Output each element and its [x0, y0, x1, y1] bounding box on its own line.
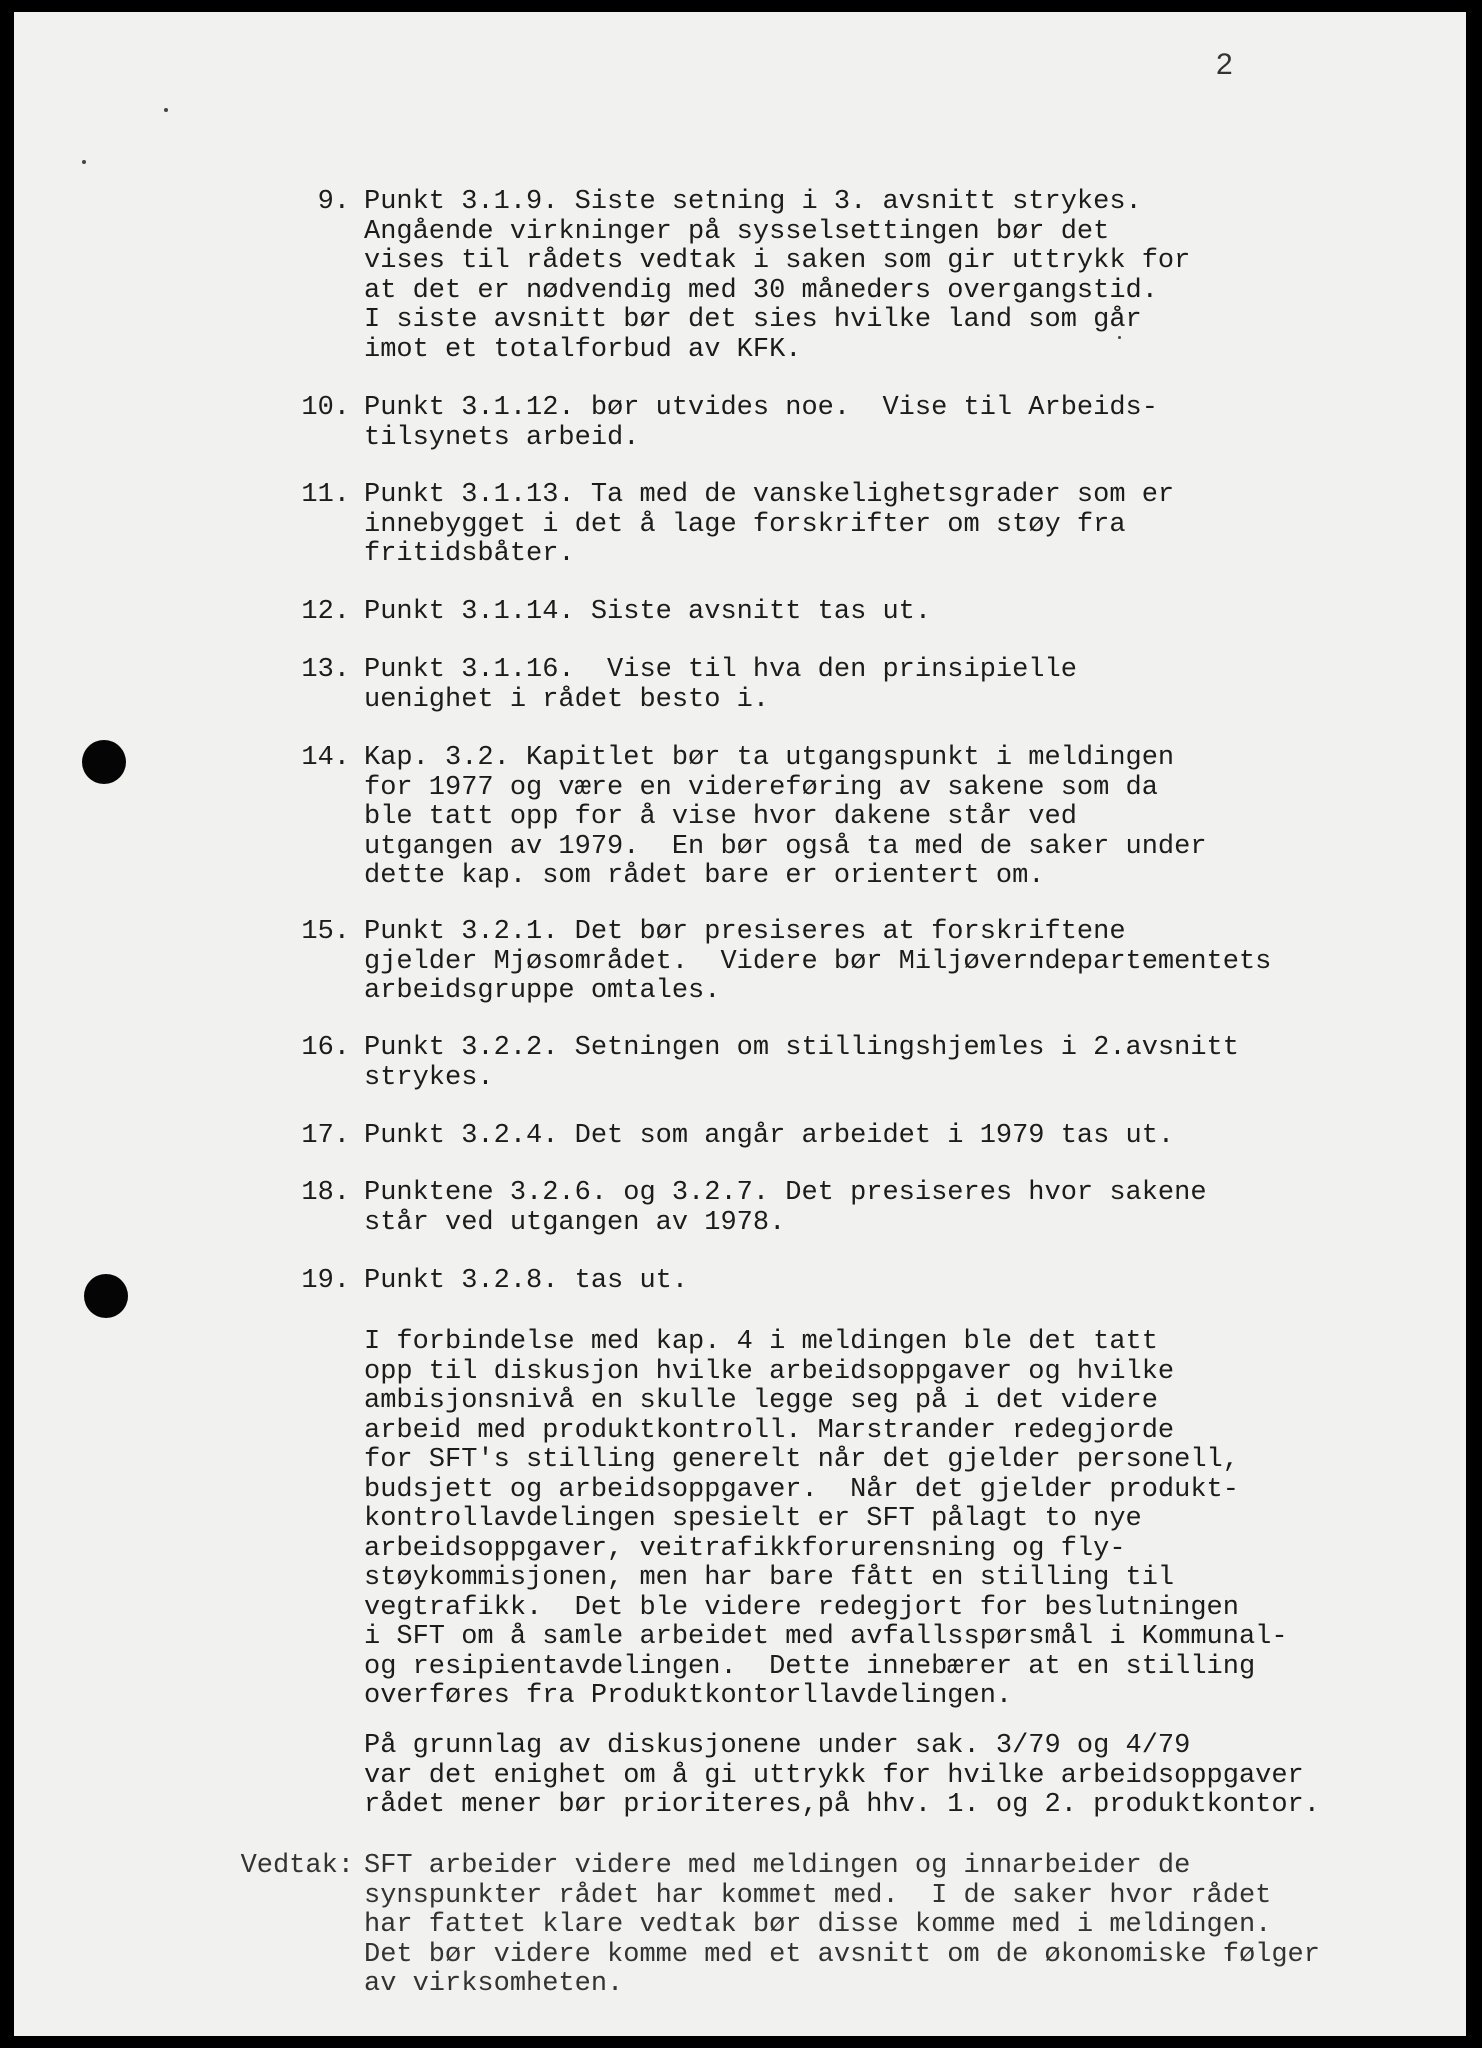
text-line: for 1977 og være en videreføring av sakene som da: [364, 772, 1158, 803]
text-line: støykommisjonen, men har bare fått en stilling til: [364, 1563, 1175, 1593]
page-number: 2: [1216, 48, 1233, 81]
text-line: Punkt 3.2.8. tas ut.: [364, 1266, 689, 1296]
text-line: ble tatt opp for å vise hvor dakene står ved: [364, 802, 1077, 832]
text-line: av virksomheten.: [364, 1969, 624, 1999]
paragraph-text: [364, 1122, 1424, 1152]
item-number: 9.: [317, 187, 350, 217]
paragraph-text: [364, 1034, 1424, 1093]
text-line: Punkt 3.1.12. bør utvides noe. Vise til Arbeids-: [364, 393, 1158, 423]
text-line: På grunnlag av diskusjonene under sak. 3/79 og 4/79: [364, 1731, 1191, 1761]
paragraph-text: [364, 1852, 1424, 2000]
text-line: strykes.: [364, 1062, 494, 1093]
item-number: 10.: [301, 393, 350, 423]
paper-speck: [164, 108, 168, 112]
text-line: opp til diskusjon hvilke arbeidsoppgaver og hvilke: [364, 1356, 1175, 1387]
text-line: I forbindelse med kap. 4 i meldingen ble det tatt: [364, 1327, 1158, 1357]
text-line: overføres fra Produktkontorllavdelingen.: [364, 1681, 1013, 1711]
text-line: budsjett og arbeidsoppgaver. Når det gjelder produkt-: [364, 1474, 1239, 1505]
text-line: Punkt 3.2.2. Setningen om stillingshjemles i 2.avsnitt: [364, 1033, 1239, 1063]
paragraph-text: [364, 1267, 1424, 1297]
paragraph-text: [364, 481, 1424, 570]
text-line: Punktene 3.2.6. og 3.2.7. Det presiseres hvor sakene: [364, 1178, 1207, 1208]
text-line: vegtrafikk. Det ble videre redegjort for beslutningen: [364, 1592, 1239, 1623]
text-line: arbeid med produktkontroll. Marstrander redegjorde: [364, 1415, 1175, 1446]
paragraph-text: [364, 188, 1424, 365]
paragraph-text: [364, 1179, 1424, 1238]
paragraph-text: [364, 394, 1424, 453]
text-line: Punkt 3.2.1. Det bør presiseres at forskriftene: [364, 917, 1126, 947]
paragraph-text: [364, 598, 1424, 628]
paragraph-text: [364, 918, 1424, 1007]
text-line: fritidsbåter.: [364, 539, 575, 569]
text-line: for SFT's stilling generelt når det gjelder personell,: [364, 1445, 1239, 1475]
text-line: Punkt 3.1.13. Ta med de vanskelighetsgrader som er: [364, 480, 1175, 510]
text-line: dette kap. som rådet bare er orientert om.: [364, 861, 1045, 891]
item-number: 16.: [301, 1033, 350, 1063]
text-line: står ved utgangen av 1978.: [364, 1207, 786, 1238]
item-number: 15.: [301, 917, 350, 947]
text-line: Kap. 3.2. Kapitlet bør ta utgangspunkt i meldingen: [364, 743, 1175, 773]
text-line: har fattet klare vedtak bør disse komme med i meldingen.: [364, 1910, 1272, 1940]
text-line: Punkt 3.1.16. Vise til hva den prinsipielle: [364, 655, 1077, 685]
text-line: kontrollavdelingen spesielt er SFT pålagt to nye: [364, 1504, 1142, 1534]
text-line: var det enighet om å gi uttrykk for hvilke arbeidsoppgaver: [364, 1760, 1304, 1791]
document-page: [14, 12, 1466, 2036]
item-number: 11.: [301, 480, 350, 510]
item-number: 18.: [301, 1178, 350, 1208]
text-line: vises til rådets vedtak i saken som gir uttrykk for: [364, 246, 1191, 276]
item-number: 17.: [301, 1121, 350, 1151]
text-line: i SFT om å samle arbeidet med avfallsspørsmål i Kommunal-: [364, 1622, 1288, 1652]
text-line: tilsynets arbeid.: [364, 422, 640, 453]
text-line: Punkt 3.1.9. Siste setning i 3. avsnitt strykes.: [364, 187, 1142, 217]
text-line: Angående virkninger på sysselsettingen bør det: [364, 216, 1110, 247]
text-line: Punkt 3.2.4. Det som angår arbeidet i 1979 tas ut.: [364, 1121, 1175, 1151]
text-line: I siste avsnitt bør det sies hvilke land som går: [364, 305, 1142, 335]
text-line: arbeidsoppgaver, veitrafikkforurensning og fly-: [364, 1533, 1126, 1564]
text-line: rådet mener bør prioriteres,på hhv. 1. og 2. produktkontor.: [364, 1790, 1320, 1820]
text-line: Punkt 3.1.14. Siste avsnitt tas ut.: [364, 597, 932, 627]
item-number: 12.: [301, 597, 350, 627]
text-line: ambisjonsnivå en skulle legge seg på i det videre: [364, 1386, 1158, 1416]
paragraph-text: [364, 656, 1424, 715]
paragraph-text: [364, 744, 1424, 892]
decision-label: Vedtak:: [240, 1851, 354, 1881]
text-line: Det bør videre komme med et avsnitt om de økonomiske følger: [364, 1939, 1320, 1970]
paragraph-text: [364, 1732, 1424, 1821]
text-line: utgangen av 1979. En bør også ta med de saker under: [364, 831, 1207, 862]
text-line: gjelder Mjøsområdet. Videre bør Miljøverndepartementets: [364, 946, 1272, 977]
item-number: 19.: [301, 1266, 350, 1296]
text-line: imot et totalforbud av KFK.: [364, 334, 802, 365]
text-line: og resipientavdelingen. Dette innebærer at en stilling: [364, 1651, 1256, 1682]
item-number: 14.: [301, 743, 350, 773]
text-line: synspunkter rådet har kommet med. I de saker hvor rådet: [364, 1880, 1272, 1911]
text-line: innebygget i det å lage forskrifter om støy fra: [364, 509, 1126, 540]
text-line: uenighet i rådet besto i.: [364, 684, 770, 715]
text-line: SFT arbeider videre med meldingen og innarbeider de: [364, 1851, 1191, 1881]
paper-speck: [82, 160, 86, 164]
item-number: 13.: [301, 655, 350, 685]
text-line: at det er nødvendig med 30 måneders overgangstid.: [364, 275, 1158, 306]
paragraph-text: [364, 1328, 1424, 1712]
text-line: arbeidsgruppe omtales.: [364, 976, 721, 1006]
